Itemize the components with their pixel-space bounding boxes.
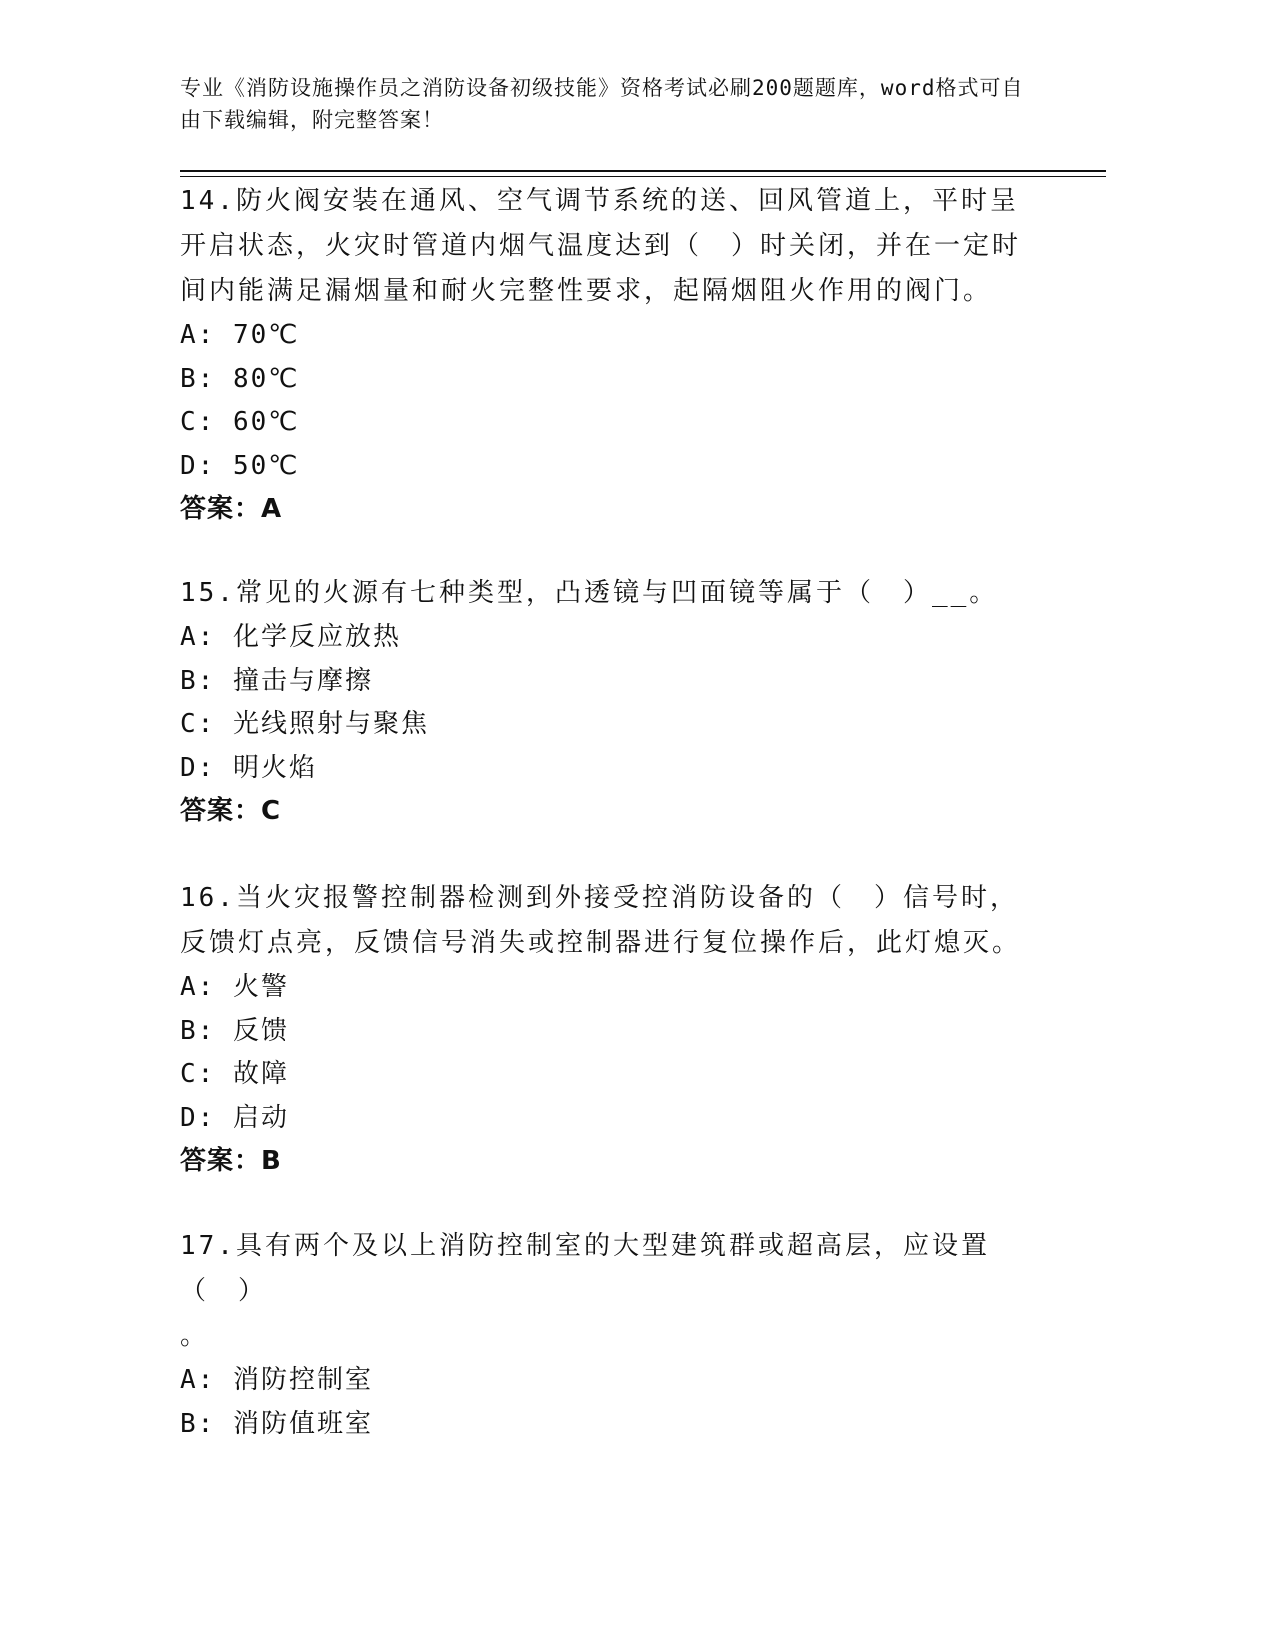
option-b: B: 80℃ [180, 363, 300, 394]
question-14 [180, 179, 1040, 532]
question-stem: 16.当火灾报警控制器检测到外接受控消防设备的（ ）信号时，反馈灯点亮，反馈信号消失或控制器进行复位操作后，此灯熄灭。 [180, 883, 1022, 958]
option-d: D: 启动 [180, 1102, 289, 1133]
document-header: 专业《消防设施操作员之消防设备初级技能》资格考试必刷200题题库，word格式可自由下载编辑，附完整答案！ [180, 76, 1024, 132]
option-a: A: 消防控制室 [180, 1365, 373, 1395]
option-b: B: 反馈 [180, 1015, 289, 1046]
answer: 答案：B [180, 1146, 282, 1176]
question-16 [180, 876, 1040, 1184]
option-a: A: 火警 [180, 972, 289, 1002]
header-rule-thick [180, 170, 1106, 172]
option-c: C: 故障 [180, 1059, 289, 1089]
option-a: A: 化学反应放热 [180, 622, 401, 652]
option-c: C: 光线照射与聚焦 [180, 709, 429, 739]
option-a: A: 70℃ [180, 320, 300, 350]
option-b: B: 消防值班室 [180, 1408, 373, 1439]
option-d: D: 明火焰 [180, 752, 317, 783]
header-rule-thin [180, 176, 1106, 177]
option-b: B: 撞击与摩擦 [180, 665, 373, 696]
question-15 [180, 571, 1040, 834]
answer: 答案：C [180, 796, 282, 826]
question-17 [180, 1224, 1040, 1446]
option-d: D: 50℃ [180, 450, 300, 481]
question-stem: 15.常见的火源有七种类型，凸透镜与凹面镜等属于（ ）__。 [180, 578, 999, 608]
option-c: C: 60℃ [180, 407, 300, 437]
question-stem: 14.防火阀安装在通风、空气调节系统的送、回风管道上，平时呈开启状态，火灾时管道内烟气温度达到（ ）时关闭，并在一定时间内能满足漏烟量和耐火完整性要求，起隔烟阻火作用的阀门。 [180, 186, 1022, 306]
question-stem: 17.具有两个及以上消防控制室的大型建筑群或超高层，应设置（ ） 。 [180, 1231, 990, 1351]
answer: 答案：A [180, 494, 283, 524]
